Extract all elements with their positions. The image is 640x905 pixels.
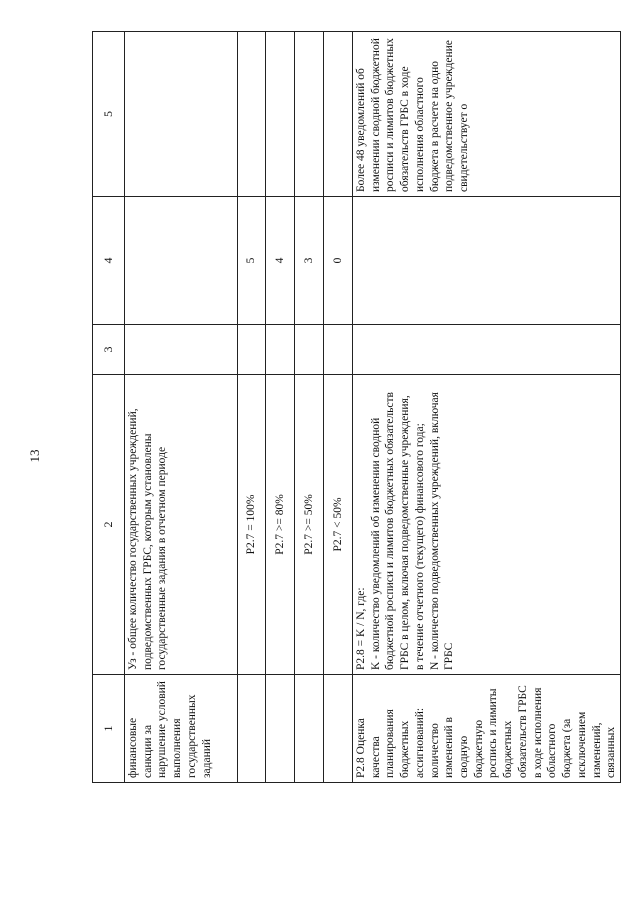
- criterion-cell: [266, 675, 295, 783]
- comment-cell: [266, 32, 295, 197]
- header-cell-3: 3: [93, 325, 125, 375]
- score-cell: 0: [324, 197, 353, 325]
- criterion-cell: [324, 675, 353, 783]
- weight-cell: [125, 325, 238, 375]
- table-row: [295, 32, 324, 783]
- evaluation-table: [92, 31, 621, 783]
- formula-cell: P2.7 >= 50%: [295, 375, 324, 675]
- header-cell-1: 1: [93, 675, 125, 783]
- score-cell: 4: [266, 197, 295, 325]
- header-cell-4: 4: [93, 197, 125, 325]
- formula-cell: P2.7 < 50%: [324, 375, 353, 675]
- table-row: [125, 32, 238, 783]
- score-cell: [125, 197, 238, 325]
- header-row: [93, 32, 125, 783]
- table-row: [353, 32, 621, 783]
- formula-cell: P2.7 >= 80%: [266, 375, 295, 675]
- comment-cell: [295, 32, 324, 197]
- weight-cell: [324, 325, 353, 375]
- criterion-cell: [295, 675, 324, 783]
- formula-cell: P2.7 = 100%: [238, 375, 266, 675]
- weight-cell: [353, 325, 621, 375]
- table-frame: [92, 32, 618, 783]
- rotated-table-container: [92, 32, 640, 778]
- score-cell: [353, 197, 621, 325]
- table-row: [324, 32, 353, 783]
- score-cell: 3: [295, 197, 324, 325]
- comment-cell: [125, 32, 238, 197]
- weight-cell: [238, 325, 266, 375]
- comment-cell: [324, 32, 353, 197]
- score-cell: 5: [238, 197, 266, 325]
- header-cell-2: 2: [93, 375, 125, 675]
- header-cell-5: 5: [93, 32, 125, 197]
- criterion-cell: финансовые санкции за нарушение условий выполнения государственных заданий: [125, 675, 238, 783]
- comment-cell: Более 48 уведомлений об изменении сводной бюджетной росписи и лимитов бюджетных обязательств ГРБС в ходе исполнения областного бюджета в расчете на одно подведомственное учреждение свидетельствует о: [353, 32, 621, 197]
- table-row: [266, 32, 295, 783]
- table-row: [238, 32, 266, 783]
- comment-cell: [238, 32, 266, 197]
- criterion-cell: P2.8 Оценка качества планирования бюджетных ассигнований: количество изменений в сводную бюджетную роспись и лимиты бюджетных обязательств ГРБС в ходе исполнения областного бюджета (за исключением изменений, связанных: [353, 675, 621, 783]
- page-number: 13: [27, 449, 42, 463]
- formula-cell: P2.8 = K / N, где: K - количество уведомлений об изменении сводной бюджетной росписи и лимитов бюджетных обязательств ГРБС в целом, включая подведомственные учреждения, в течение отчетного (текущего) финансового года; N - количество подведомственных учреждений, включая ГРБС: [353, 375, 621, 675]
- weight-cell: [295, 325, 324, 375]
- formula-cell: Уз - общее количество государственных учреждений, подведомственных ГРБС, которым установлены государственные задания в отчетном периоде: [125, 375, 238, 675]
- weight-cell: [266, 325, 295, 375]
- criterion-cell: [238, 675, 266, 783]
